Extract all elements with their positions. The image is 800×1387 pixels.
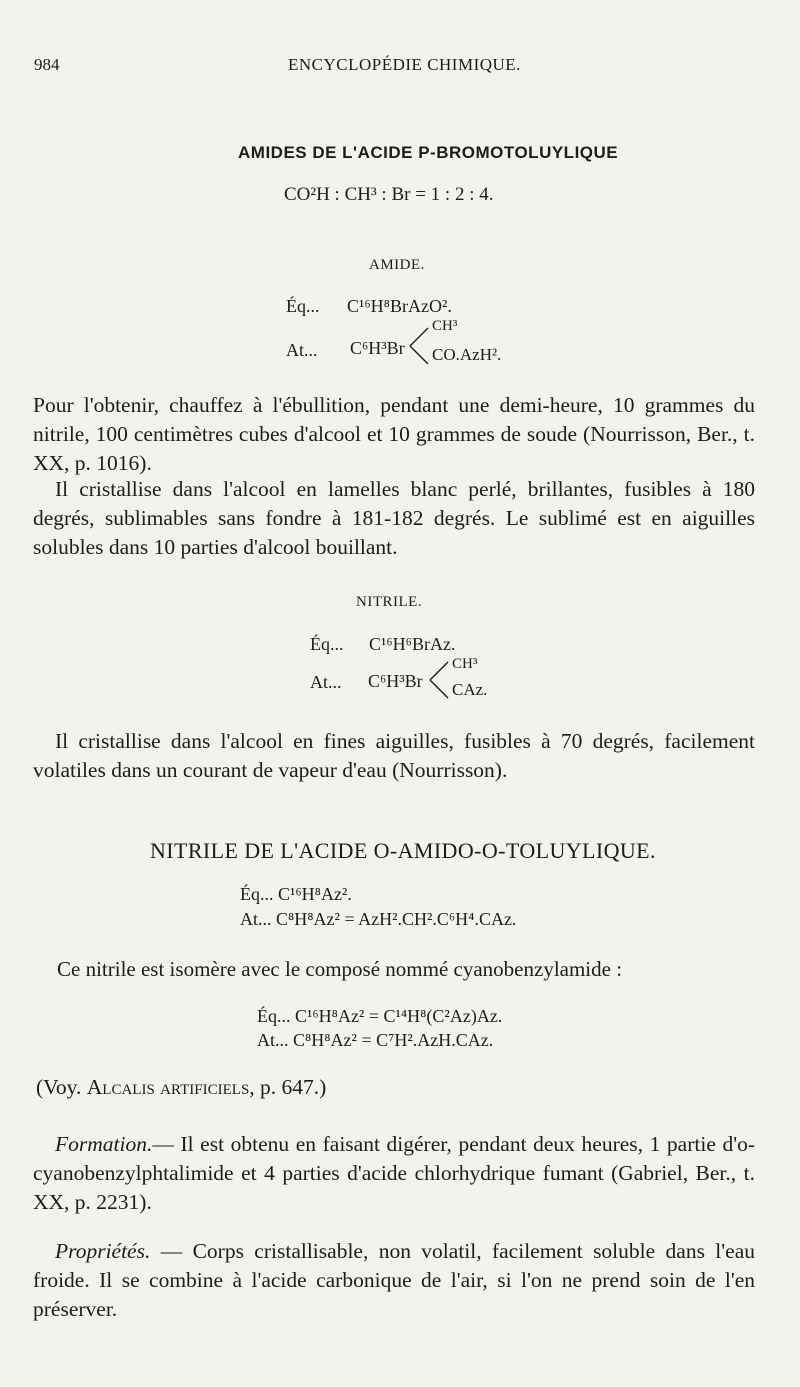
formation-label: Formation.: [55, 1132, 153, 1156]
formation-text: — Il est obtenu en faisant digérer, pendant deux heures, 1 partie d'o-cyanobenzylphtalimide et 4 parties d'acide chlorhydrique fumant (Gabriel, Ber., t. XX, p. 2231).: [33, 1132, 755, 1214]
amide-at-label: At...: [286, 340, 318, 360]
amide-branch-lines: [408, 324, 430, 368]
nitrile-at-label: At...: [310, 672, 342, 692]
amide-branch-top: CH³: [432, 318, 458, 334]
isomer-at-line: At... C⁸H⁸Az² = C⁷H².AzH.CAz.: [257, 1030, 494, 1050]
amide-eq-label: Éq...: [286, 296, 320, 316]
isomer-paragraph: Ce nitrile est isomère avec le composé nommé cyanobenzylamide :: [57, 957, 623, 981]
nitrile-properties-paragraph: Il cristallise dans l'alcool en fines aiguilles, fusibles à 70 degrés, facilement volatiles dans un courant de vapeur d'eau (Nourrisson).: [33, 729, 755, 782]
nitrile-branch-bottom: CAz.: [452, 680, 488, 699]
amide-heading: AMIDE.: [369, 257, 425, 273]
nitrile-branch-top: CH³: [452, 656, 478, 672]
proprietes-text: — Corps cristallisable, non volatil, facilement soluble dans l'eau froide. Il se combine à l'acide carbonique de l'air, si l'on ne prend soin de l'en préserver.: [33, 1239, 755, 1321]
section2-eq-line: Éq... C¹⁶H⁸Az².: [240, 884, 352, 904]
ratio-formula: CO²H : CH³ : Br = 1 : 2 : 4.: [284, 184, 494, 205]
nitrile-branch-structure: [428, 654, 508, 704]
nitrile-eq-formula: C¹⁶H⁶BrAz.: [369, 634, 456, 654]
amide-preparation-paragraph: Pour l'obtenir, chauffez à l'ébullition, pendant une demi-heure, 10 grammes du nitrile, 100 centimètres cubes d'alcool et 10 grammes de soude (Nourrisson, Ber., t. XX, p. 1016).: [33, 393, 755, 475]
section-title-o-amido-toluylique: NITRILE DE L'ACIDE O-AMIDO-O-TOLUYLIQUE.: [150, 838, 656, 863]
section2-at-line: At... C⁸H⁸Az² = AzH².CH².C⁶H⁴.CAz.: [240, 909, 517, 929]
formation-paragraph: [33, 1130, 755, 1217]
see-also-suffix: , p. 647.): [249, 1075, 327, 1099]
proprietes-label: Propriétés.: [55, 1239, 151, 1263]
page-number: 984: [34, 55, 60, 74]
amide-branch-bottom: CO.AzH².: [432, 345, 502, 364]
running-title: ENCYCLOPÉDIE CHIMIQUE.: [288, 55, 521, 74]
isomer-eq-line: Éq... C¹⁶H⁸Az² = C¹⁴H⁸(C²Az)Az.: [257, 1006, 503, 1026]
nitrile-at-formula: C⁶H³Br: [368, 671, 423, 691]
amide-eq-formula: C¹⁶H⁸BrAzO².: [347, 296, 452, 316]
nitrile-eq-label: Éq...: [310, 634, 344, 654]
see-also-prefix: (Voy.: [36, 1075, 82, 1099]
see-also-reference: [36, 1075, 326, 1100]
amide-at-formula: C⁶H³Br: [350, 338, 405, 358]
nitrile-branch-lines: [428, 658, 450, 702]
amide-properties-paragraph: Il cristallise dans l'alcool en lamelles blanc perlé, brillantes, fusibles à 180 degrés, sublimables sans fondre à 181-182 degrés. Le sublimé est en aiguilles solubles dans 10 parties d'alcool bouillant.: [33, 477, 755, 559]
nitrile-heading: NITRILE.: [356, 594, 423, 610]
amide-branch-structure: [408, 318, 528, 370]
see-also-title: Alcalis artificiels: [86, 1075, 250, 1099]
proprietes-paragraph: [33, 1237, 755, 1324]
section-title-p-bromotoluylique: AMIDES DE L'ACIDE P-BROMOTOLUYLIQUE: [238, 143, 619, 162]
